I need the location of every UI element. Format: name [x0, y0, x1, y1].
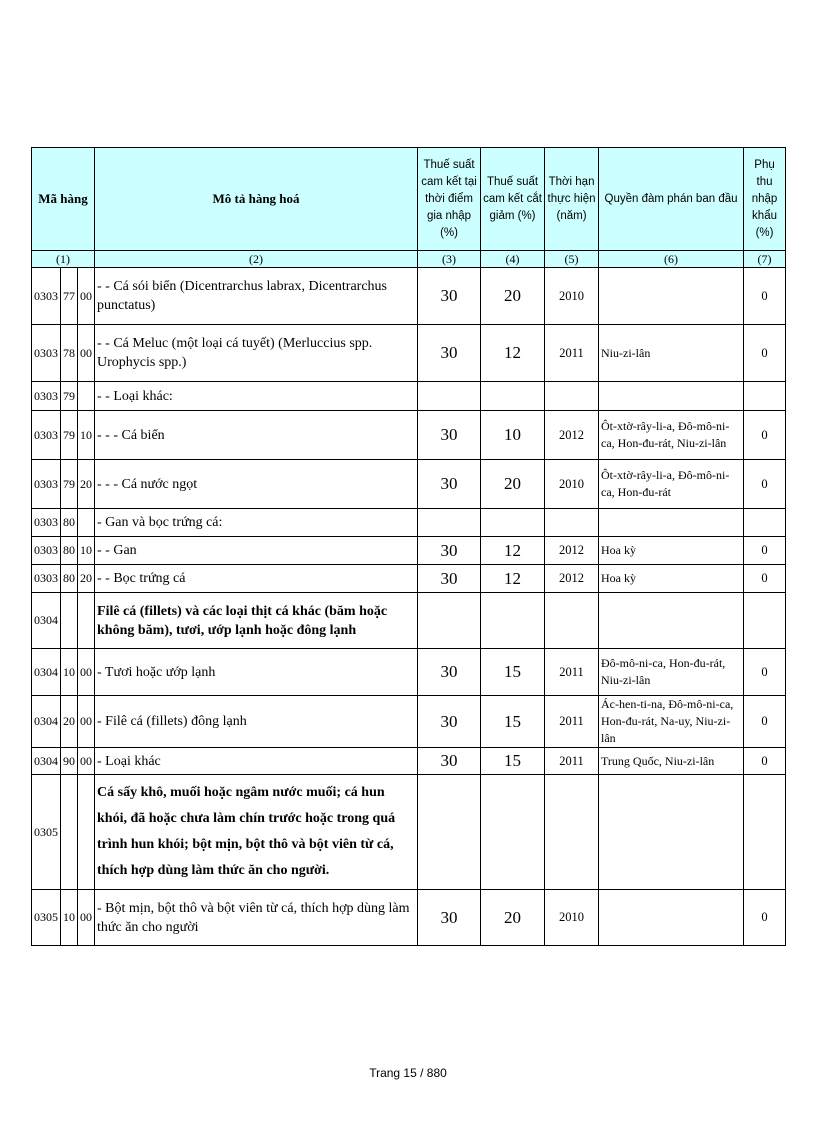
bound-rate — [418, 775, 481, 890]
inr: Ôt-xtờ-rây-li-a, Đô-mô-ni-ca, Hon-đu-rát, Niu-zi-lân — [599, 411, 744, 460]
description: - Loại khác — [95, 748, 418, 775]
period: 2011 — [545, 748, 599, 775]
final-rate: 20 — [481, 460, 545, 509]
period: 2011 — [545, 325, 599, 382]
inr: Ôt-xtờ-rây-li-a, Đô-mô-ni-ca, Hon-đu-rát — [599, 460, 744, 509]
code-sub2: 00 — [78, 696, 95, 748]
code-sub2: 00 — [78, 268, 95, 325]
table-row — [32, 460, 786, 509]
header-final-rate: Thuế suất cam kết cắt giảm (%) — [481, 148, 545, 251]
code-sub — [61, 593, 78, 649]
code-sub: 10 — [61, 649, 78, 696]
surcharge: 0 — [744, 325, 786, 382]
header-description: Mô tả hàng hoá — [95, 148, 418, 251]
final-rate: 20 — [481, 268, 545, 325]
surcharge: 0 — [744, 565, 786, 593]
bound-rate: 30 — [418, 460, 481, 509]
header-inr: Quyền đàm phán ban đầu — [599, 148, 744, 251]
bound-rate — [418, 509, 481, 537]
code-heading: 0305 — [32, 890, 61, 946]
bound-rate: 30 — [418, 649, 481, 696]
description: Filê cá (fillets) và các loại thịt cá khác (băm hoặc không băm), tươi, ướp lạnh hoặc đông lạnh — [95, 593, 418, 649]
period — [545, 509, 599, 537]
header-period: Thời hạn thực hiện (năm) — [545, 148, 599, 251]
code-sub: 77 — [61, 268, 78, 325]
header-surcharge: Phụ thu nhập khẩu (%) — [744, 148, 786, 251]
table-row — [32, 565, 786, 593]
col-number: (1) — [32, 251, 95, 268]
code-sub2: 00 — [78, 890, 95, 946]
tariff-table — [31, 147, 786, 946]
code-sub: 20 — [61, 696, 78, 748]
description: - - Cá sói biển (Dicentrarchus labrax, Dicentrarchus punctatus) — [95, 268, 418, 325]
code-heading: 0303 — [32, 565, 61, 593]
code-heading: 0303 — [32, 460, 61, 509]
description: - Gan và bọc trứng cá: — [95, 509, 418, 537]
period: 2010 — [545, 268, 599, 325]
code-sub: 79 — [61, 411, 78, 460]
table-row — [32, 537, 786, 565]
code-sub2: 00 — [78, 748, 95, 775]
column-number-row — [32, 251, 786, 268]
code-heading: 0305 — [32, 775, 61, 890]
surcharge: 0 — [744, 748, 786, 775]
code-sub: 80 — [61, 565, 78, 593]
bound-rate: 30 — [418, 565, 481, 593]
col-number: (4) — [481, 251, 545, 268]
code-sub: 90 — [61, 748, 78, 775]
inr — [599, 890, 744, 946]
surcharge: 0 — [744, 649, 786, 696]
description: - - Gan — [95, 537, 418, 565]
final-rate: 12 — [481, 325, 545, 382]
col-number: (5) — [545, 251, 599, 268]
period — [545, 382, 599, 411]
inr — [599, 593, 744, 649]
surcharge — [744, 509, 786, 537]
period: 2012 — [545, 537, 599, 565]
period: 2011 — [545, 649, 599, 696]
bound-rate — [418, 593, 481, 649]
bound-rate — [418, 382, 481, 411]
table-row — [32, 268, 786, 325]
code-sub: 79 — [61, 460, 78, 509]
period: 2012 — [545, 565, 599, 593]
inr: Ác-hen-ti-na, Đô-mô-ni-ca, Hon-đu-rát, Na-uy, Niu-zi-lân — [599, 696, 744, 748]
code-sub: 80 — [61, 509, 78, 537]
header-code: Mã hàng — [32, 148, 95, 251]
description: Cá sấy khô, muối hoặc ngâm nước muối; cá hun khói, đã hoặc chưa làm chín trước hoặc trong quá trình hun khói; bột mịn, bột thô và bột viên từ cá, thích hợp dùng làm thức ăn cho người. — [95, 775, 418, 890]
surcharge — [744, 593, 786, 649]
surcharge — [744, 382, 786, 411]
code-heading: 0304 — [32, 748, 61, 775]
code-sub2 — [78, 593, 95, 649]
description: - Tươi hoặc ướp lạnh — [95, 649, 418, 696]
code-heading: 0304 — [32, 649, 61, 696]
period — [545, 775, 599, 890]
code-sub: 10 — [61, 890, 78, 946]
table-row — [32, 890, 786, 946]
table-row — [32, 775, 786, 890]
inr — [599, 382, 744, 411]
table-row — [32, 649, 786, 696]
description: - - Cá Meluc (một loại cá tuyết) (Merluccius spp. Urophycis spp.) — [95, 325, 418, 382]
bound-rate: 30 — [418, 748, 481, 775]
final-rate: 15 — [481, 748, 545, 775]
surcharge — [744, 775, 786, 890]
col-number: (2) — [95, 251, 418, 268]
inr: Hoa kỳ — [599, 565, 744, 593]
code-sub2: 20 — [78, 460, 95, 509]
period — [545, 593, 599, 649]
table-row — [32, 411, 786, 460]
code-heading: 0303 — [32, 382, 61, 411]
code-heading: 0303 — [32, 325, 61, 382]
table-row — [32, 593, 786, 649]
description: - - - Cá biển — [95, 411, 418, 460]
final-rate: 15 — [481, 696, 545, 748]
surcharge: 0 — [744, 460, 786, 509]
inr: Trung Quốc, Niu-zi-lân — [599, 748, 744, 775]
page-number: Trang 15 / 880 — [369, 1066, 447, 1080]
code-sub2 — [78, 509, 95, 537]
code-heading: 0303 — [32, 537, 61, 565]
inr: Hoa kỳ — [599, 537, 744, 565]
code-sub2: 10 — [78, 537, 95, 565]
inr: Niu-zi-lân — [599, 325, 744, 382]
final-rate — [481, 593, 545, 649]
final-rate — [481, 509, 545, 537]
inr — [599, 775, 744, 890]
period: 2011 — [545, 696, 599, 748]
code-heading: 0303 — [32, 268, 61, 325]
inr — [599, 509, 744, 537]
code-sub2: 00 — [78, 649, 95, 696]
surcharge: 0 — [744, 268, 786, 325]
table-row — [32, 325, 786, 382]
bound-rate: 30 — [418, 411, 481, 460]
description: - - Bọc trứng cá — [95, 565, 418, 593]
col-number: (7) — [744, 251, 786, 268]
final-rate: 20 — [481, 890, 545, 946]
description: - - - Cá nước ngọt — [95, 460, 418, 509]
bound-rate: 30 — [418, 325, 481, 382]
code-sub2: 20 — [78, 565, 95, 593]
description: - - Loại khác: — [95, 382, 418, 411]
surcharge: 0 — [744, 696, 786, 748]
col-number: (6) — [599, 251, 744, 268]
code-sub2 — [78, 775, 95, 890]
final-rate: 15 — [481, 649, 545, 696]
code-heading: 0304 — [32, 593, 61, 649]
code-sub: 80 — [61, 537, 78, 565]
col-number: (3) — [418, 251, 481, 268]
code-sub: 78 — [61, 325, 78, 382]
code-heading: 0303 — [32, 509, 61, 537]
final-rate: 12 — [481, 565, 545, 593]
table-row — [32, 382, 786, 411]
surcharge: 0 — [744, 890, 786, 946]
bound-rate: 30 — [418, 890, 481, 946]
description: - Bột mịn, bột thô và bột viên từ cá, thích hợp dùng làm thức ăn cho người — [95, 890, 418, 946]
code-sub: 79 — [61, 382, 78, 411]
final-rate: 12 — [481, 537, 545, 565]
surcharge: 0 — [744, 537, 786, 565]
final-rate — [481, 382, 545, 411]
code-heading: 0303 — [32, 411, 61, 460]
table-row — [32, 696, 786, 748]
table-row — [32, 509, 786, 537]
inr: Đô-mô-ni-ca, Hon-đu-rát, Niu-zi-lân — [599, 649, 744, 696]
header-bound-rate: Thuế suất cam kết tại thời điểm gia nhập (%) — [418, 148, 481, 251]
surcharge: 0 — [744, 411, 786, 460]
code-sub2: 10 — [78, 411, 95, 460]
code-sub — [61, 775, 78, 890]
period: 2012 — [545, 411, 599, 460]
code-heading: 0304 — [32, 696, 61, 748]
bound-rate: 30 — [418, 537, 481, 565]
header-row — [32, 148, 786, 251]
bound-rate: 30 — [418, 696, 481, 748]
inr — [599, 268, 744, 325]
table-row — [32, 748, 786, 775]
code-sub2 — [78, 382, 95, 411]
description: - Filê cá (fillets) đông lạnh — [95, 696, 418, 748]
bound-rate: 30 — [418, 268, 481, 325]
final-rate: 10 — [481, 411, 545, 460]
period: 2010 — [545, 890, 599, 946]
final-rate — [481, 775, 545, 890]
code-sub2: 00 — [78, 325, 95, 382]
period: 2010 — [545, 460, 599, 509]
